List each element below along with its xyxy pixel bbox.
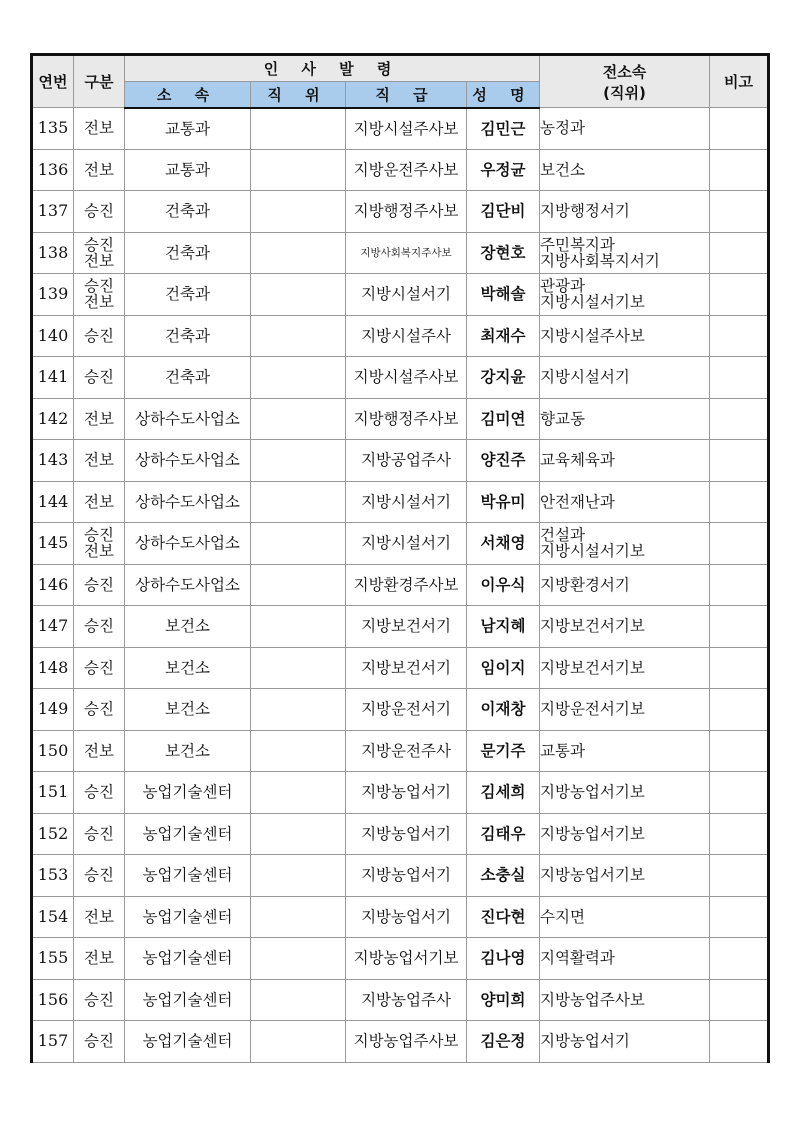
cell-type [74, 523, 125, 565]
type-line: 전보 [84, 409, 114, 428]
table-row [32, 564, 769, 606]
cell-type [74, 647, 125, 689]
prev-line: 지방환경서기 [540, 575, 630, 594]
cell-dept: 건축과 [125, 357, 251, 399]
type-line: 전보 [84, 949, 114, 968]
cell-remarks [710, 357, 769, 399]
cell-type [74, 813, 125, 855]
cell-name: 우정균 [467, 149, 540, 191]
cell-remarks [710, 772, 769, 814]
cell-name: 김미연 [467, 398, 540, 440]
header-appointment: 인 사 발 령 [125, 55, 540, 82]
cell-no: 154 [32, 896, 74, 938]
cell-type [74, 689, 125, 731]
cell-name: 강지윤 [467, 357, 540, 399]
type-line: 전보 [84, 451, 114, 470]
type-line: 전보 [84, 542, 114, 561]
cell-remarks [710, 855, 769, 897]
table-body [32, 108, 769, 1063]
cell-previous [540, 523, 710, 565]
cell-type [74, 191, 125, 233]
cell-type [74, 606, 125, 648]
cell-type [74, 938, 125, 980]
cell-grade: 지방농업서기 [346, 855, 467, 897]
cell-position [251, 191, 346, 233]
cell-dept: 상하수도사업소 [125, 564, 251, 606]
cell-name: 김나영 [467, 938, 540, 980]
table-row [32, 1021, 769, 1063]
cell-dept: 농업기술센터 [125, 896, 251, 938]
type-line: 승진 [84, 368, 114, 387]
prev-line: 지방보건서기보 [540, 617, 645, 636]
cell-dept: 교통과 [125, 108, 251, 150]
cell-no: 145 [32, 523, 74, 565]
cell-no: 135 [32, 108, 74, 150]
prev-line: 지방농업주사보 [540, 990, 645, 1009]
type-line: 승진 [84, 617, 114, 636]
header-previous [540, 55, 710, 108]
table-row [32, 357, 769, 399]
cell-dept: 보건소 [125, 689, 251, 731]
cell-no: 150 [32, 730, 74, 772]
cell-type [74, 315, 125, 357]
prev-line: 지방시설서기 [540, 368, 630, 387]
prev-line: 보건소 [540, 160, 585, 179]
table-row [32, 979, 769, 1021]
prev-line: 향교동 [540, 409, 585, 428]
cell-dept: 건축과 [125, 315, 251, 357]
header-position: 직 위 [251, 82, 346, 108]
cell-no: 139 [32, 274, 74, 316]
prev-line: 지방운전서기보 [540, 700, 645, 719]
table-row [32, 108, 769, 150]
prev-line: 지방농업서기보 [540, 824, 645, 843]
cell-position [251, 730, 346, 772]
table-row [32, 481, 769, 523]
prev-line: 지방보건서기보 [540, 658, 645, 677]
prev-line: 지방농업서기보 [540, 783, 645, 802]
cell-name: 장현호 [467, 232, 540, 274]
cell-position [251, 232, 346, 274]
prev-line: 관광과 [540, 277, 585, 296]
cell-no: 151 [32, 772, 74, 814]
cell-position [251, 938, 346, 980]
cell-dept: 농업기술센터 [125, 813, 251, 855]
cell-previous [540, 108, 710, 150]
table-row [32, 398, 769, 440]
cell-grade: 지방시설주사 [346, 315, 467, 357]
cell-grade: 지방보건서기 [346, 606, 467, 648]
prev-line: 지방사회복지서기 [540, 251, 660, 270]
cell-position [251, 564, 346, 606]
cell-previous [540, 979, 710, 1021]
table-row [32, 149, 769, 191]
cell-no: 144 [32, 481, 74, 523]
prev-line: 지방시설주사보 [540, 326, 645, 345]
cell-grade: 지방시설서기 [346, 523, 467, 565]
cell-grade: 지방사회복지주사보 [346, 232, 467, 274]
cell-no: 136 [32, 149, 74, 191]
cell-dept: 농업기술센터 [125, 938, 251, 980]
cell-previous [540, 481, 710, 523]
cell-dept: 상하수도사업소 [125, 523, 251, 565]
table-row [32, 855, 769, 897]
cell-type [74, 108, 125, 150]
cell-previous [540, 232, 710, 274]
cell-type [74, 730, 125, 772]
cell-grade: 지방운전주사보 [346, 149, 467, 191]
cell-previous [540, 772, 710, 814]
cell-grade: 지방행정주사보 [346, 191, 467, 233]
cell-remarks [710, 647, 769, 689]
cell-previous [540, 274, 710, 316]
cell-position [251, 274, 346, 316]
cell-previous [540, 1021, 710, 1063]
header-prev-line1: 전소속 [602, 62, 647, 81]
cell-name: 문기주 [467, 730, 540, 772]
cell-dept: 교통과 [125, 149, 251, 191]
type-line: 승진 [84, 202, 114, 221]
cell-type [74, 855, 125, 897]
cell-remarks [710, 896, 769, 938]
type-line: 승진 [84, 235, 114, 254]
cell-dept: 농업기술센터 [125, 855, 251, 897]
cell-remarks [710, 149, 769, 191]
cell-previous [540, 689, 710, 731]
header-no: 연번 [32, 55, 74, 108]
header-remarks: 비고 [710, 55, 769, 108]
cell-remarks [710, 564, 769, 606]
cell-previous [540, 730, 710, 772]
prev-line: 지방농업서기 [540, 1032, 630, 1051]
cell-name: 서채영 [467, 523, 540, 565]
cell-remarks [710, 108, 769, 150]
prev-line: 교육체육과 [540, 451, 615, 470]
table-header [32, 55, 769, 108]
type-line: 전보 [84, 741, 114, 760]
cell-no: 137 [32, 191, 74, 233]
table-row [32, 647, 769, 689]
type-line: 승진 [84, 783, 114, 802]
table-row [32, 440, 769, 482]
cell-remarks [710, 440, 769, 482]
cell-previous [540, 647, 710, 689]
cell-no: 153 [32, 855, 74, 897]
cell-no: 140 [32, 315, 74, 357]
cell-name: 최재수 [467, 315, 540, 357]
cell-dept: 건축과 [125, 191, 251, 233]
cell-no: 147 [32, 606, 74, 648]
cell-type [74, 440, 125, 482]
cell-position [251, 813, 346, 855]
cell-grade: 지방농업서기보 [346, 938, 467, 980]
cell-dept: 상하수도사업소 [125, 398, 251, 440]
cell-position [251, 647, 346, 689]
prev-line: 지방시설서기보 [540, 542, 645, 561]
cell-position [251, 689, 346, 731]
cell-grade: 지방시설주사보 [346, 108, 467, 150]
cell-previous [540, 398, 710, 440]
cell-no: 141 [32, 357, 74, 399]
cell-dept: 농업기술센터 [125, 772, 251, 814]
cell-type [74, 1021, 125, 1063]
cell-previous [540, 896, 710, 938]
cell-grade: 지방행정주사보 [346, 398, 467, 440]
cell-grade: 지방농업주사 [346, 979, 467, 1021]
cell-name: 남지혜 [467, 606, 540, 648]
cell-previous [540, 440, 710, 482]
cell-name: 김태우 [467, 813, 540, 855]
header-name: 성 명 [467, 82, 540, 108]
cell-remarks [710, 398, 769, 440]
cell-remarks [710, 1021, 769, 1063]
cell-position [251, 855, 346, 897]
cell-type [74, 979, 125, 1021]
prev-line: 농정과 [540, 119, 585, 138]
cell-remarks [710, 979, 769, 1021]
type-line: 전보 [84, 492, 114, 511]
cell-no: 138 [32, 232, 74, 274]
prev-line: 주민복지과 [540, 235, 615, 254]
cell-remarks [710, 481, 769, 523]
type-line: 전보 [84, 293, 114, 312]
prev-line: 지역활력과 [540, 949, 615, 968]
cell-name: 진다현 [467, 896, 540, 938]
cell-position [251, 357, 346, 399]
cell-type [74, 564, 125, 606]
cell-type [74, 896, 125, 938]
cell-previous [540, 357, 710, 399]
type-line: 승진 [84, 658, 114, 677]
header-grade: 직 급 [346, 82, 467, 108]
type-line: 전보 [84, 119, 114, 138]
cell-position [251, 896, 346, 938]
cell-dept: 농업기술센터 [125, 1021, 251, 1063]
cell-grade: 지방운전서기 [346, 689, 467, 731]
cell-no: 155 [32, 938, 74, 980]
table-row [32, 689, 769, 731]
cell-dept: 상하수도사업소 [125, 481, 251, 523]
cell-name: 김민근 [467, 108, 540, 150]
cell-grade: 지방농업서기 [346, 813, 467, 855]
cell-no: 142 [32, 398, 74, 440]
cell-no: 157 [32, 1021, 74, 1063]
cell-position [251, 1021, 346, 1063]
type-line: 전보 [84, 907, 114, 926]
cell-position [251, 315, 346, 357]
table-row [32, 772, 769, 814]
cell-type [74, 149, 125, 191]
cell-type [74, 357, 125, 399]
prev-line: 수지면 [540, 907, 585, 926]
cell-remarks [710, 730, 769, 772]
cell-name: 임이지 [467, 647, 540, 689]
cell-type [74, 481, 125, 523]
cell-type [74, 398, 125, 440]
cell-no: 152 [32, 813, 74, 855]
type-line: 승진 [84, 1032, 114, 1051]
prev-line: 지방시설서기보 [540, 293, 645, 312]
prev-line: 교통과 [540, 741, 585, 760]
personnel-table [30, 53, 770, 1063]
cell-remarks [710, 315, 769, 357]
table-row [32, 274, 769, 316]
cell-grade: 지방시설서기 [346, 274, 467, 316]
header-type: 구분 [74, 55, 125, 108]
type-line: 승진 [84, 824, 114, 843]
type-line: 승진 [84, 277, 114, 296]
cell-name: 박유미 [467, 481, 540, 523]
cell-no: 156 [32, 979, 74, 1021]
type-line: 승진 [84, 990, 114, 1009]
prev-line: 건설과 [540, 526, 585, 545]
cell-name: 김세희 [467, 772, 540, 814]
cell-name: 소충실 [467, 855, 540, 897]
prev-line: 안전재난과 [540, 492, 615, 511]
cell-grade: 지방농업주사보 [346, 1021, 467, 1063]
cell-position [251, 149, 346, 191]
cell-name: 김은정 [467, 1021, 540, 1063]
cell-remarks [710, 606, 769, 648]
cell-previous [540, 855, 710, 897]
type-line: 승진 [84, 866, 114, 885]
table-row [32, 523, 769, 565]
cell-previous [540, 606, 710, 648]
cell-position [251, 398, 346, 440]
cell-remarks [710, 689, 769, 731]
cell-previous [540, 315, 710, 357]
cell-dept: 건축과 [125, 232, 251, 274]
cell-dept: 보건소 [125, 730, 251, 772]
cell-position [251, 979, 346, 1021]
cell-name: 양미희 [467, 979, 540, 1021]
type-line: 전보 [84, 251, 114, 270]
cell-no: 149 [32, 689, 74, 731]
cell-previous [540, 938, 710, 980]
cell-remarks [710, 938, 769, 980]
cell-position [251, 108, 346, 150]
cell-no: 146 [32, 564, 74, 606]
cell-dept: 보건소 [125, 606, 251, 648]
cell-previous [540, 813, 710, 855]
cell-dept: 상하수도사업소 [125, 440, 251, 482]
prev-line: 지방농업서기보 [540, 866, 645, 885]
cell-previous [540, 564, 710, 606]
cell-grade: 지방농업서기 [346, 896, 467, 938]
table-row [32, 896, 769, 938]
table-row [32, 232, 769, 274]
cell-position [251, 440, 346, 482]
cell-position [251, 481, 346, 523]
table-row [32, 315, 769, 357]
table-row [32, 730, 769, 772]
cell-name: 양진주 [467, 440, 540, 482]
type-line: 승진 [84, 575, 114, 594]
table-row [32, 191, 769, 233]
cell-type [74, 772, 125, 814]
cell-no: 143 [32, 440, 74, 482]
cell-grade: 지방시설서기 [346, 481, 467, 523]
cell-position [251, 606, 346, 648]
cell-grade: 지방공업주사 [346, 440, 467, 482]
cell-remarks [710, 523, 769, 565]
prev-line: 지방행정서기 [540, 202, 630, 221]
cell-dept: 농업기술센터 [125, 979, 251, 1021]
cell-name: 김단비 [467, 191, 540, 233]
table-row [32, 938, 769, 980]
cell-previous [540, 191, 710, 233]
type-line: 승진 [84, 526, 114, 545]
cell-position [251, 523, 346, 565]
cell-name: 이우식 [467, 564, 540, 606]
table-row [32, 606, 769, 648]
header-prev-line2: (직위) [603, 83, 646, 102]
cell-type [74, 232, 125, 274]
type-line: 전보 [84, 160, 114, 179]
cell-type [74, 274, 125, 316]
cell-remarks [710, 191, 769, 233]
cell-dept: 보건소 [125, 647, 251, 689]
cell-name: 이재창 [467, 689, 540, 731]
cell-grade: 지방운전주사 [346, 730, 467, 772]
cell-grade: 지방시설주사보 [346, 357, 467, 399]
type-line: 승진 [84, 700, 114, 719]
type-line: 승진 [84, 326, 114, 345]
cell-grade: 지방보건서기 [346, 647, 467, 689]
cell-remarks [710, 274, 769, 316]
cell-remarks [710, 232, 769, 274]
cell-previous [540, 149, 710, 191]
cell-name: 박해솔 [467, 274, 540, 316]
header-dept: 소 속 [125, 82, 251, 108]
cell-grade: 지방농업서기 [346, 772, 467, 814]
cell-position [251, 772, 346, 814]
table-row [32, 813, 769, 855]
cell-no: 148 [32, 647, 74, 689]
cell-dept: 건축과 [125, 274, 251, 316]
cell-remarks [710, 813, 769, 855]
cell-grade: 지방환경주사보 [346, 564, 467, 606]
